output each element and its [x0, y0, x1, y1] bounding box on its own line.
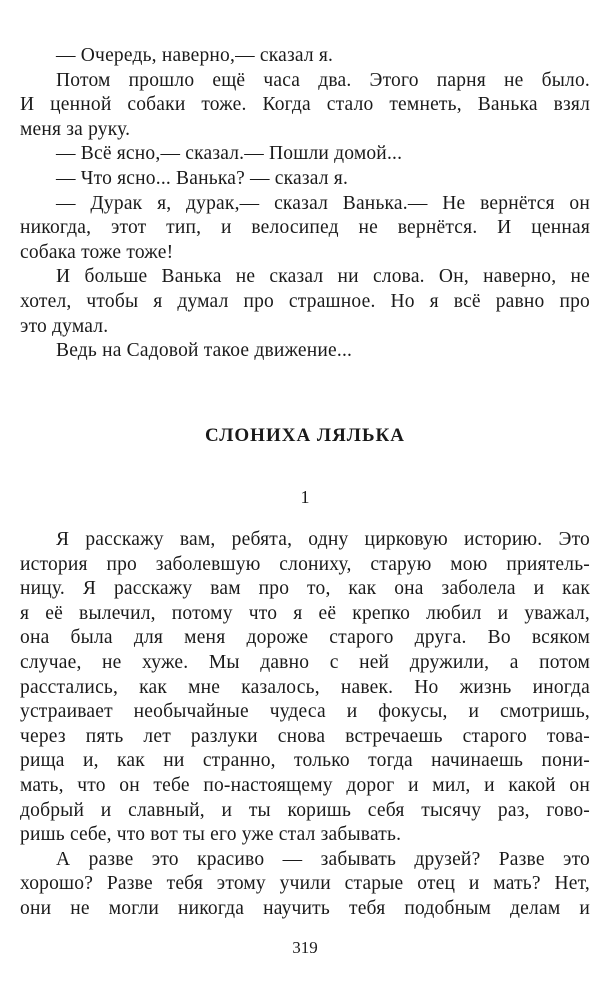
text-line: И ценной собаки тоже. Когда стало темнеть, Ванька взял — [20, 94, 590, 116]
text-line: они не могли никогда научить тебя подобным делам и — [20, 898, 590, 919]
text-line: история про заболевшую слониху, старую мою приятель- — [20, 553, 590, 575]
text-line: ницу. Я расскажу вам про то, как она заболела и как — [20, 578, 590, 600]
text-line: она была для меня дороже старого друга. Во всяком — [20, 627, 590, 649]
text-line: А разве это красиво — забывать друзей? Разве это — [56, 848, 590, 870]
chapter-title: СЛОНИХА ЛЯЛЬКА — [204, 425, 406, 446]
text-line: Ведь на Садовой такое движение... — [56, 340, 353, 362]
text-line: это думал. — [20, 315, 109, 337]
text-line: Потом прошло ещё часа два. Этого парня не было. — [56, 69, 590, 91]
text-line: — Очередь, наверно,— сказал я. — [56, 45, 334, 66]
text-line: собака тоже тоже! — [20, 241, 174, 263]
page-number: 319 — [292, 938, 318, 957]
text-line: хотел, чтобы я думал про страшное. Но я всё равно про — [20, 291, 590, 312]
text-line: расстались, как мне казалось, навек. Но жизнь иногда — [20, 676, 590, 698]
text-line: мать, что он тебе по-настоящему дорог и мил, и какой он — [20, 775, 590, 796]
text-line: случае, не хуже. Мы давно с ней дружили, а потом — [20, 652, 590, 673]
text-line: рища и, как ни странно, только тогда начинаешь пони- — [20, 750, 590, 772]
chapter-number: 1 — [300, 487, 310, 507]
text-line: Я расскажу вам, ребята, одну цирковую историю. Это — [56, 529, 590, 550]
text-line: меня за руку. — [20, 118, 131, 140]
text-line: — Что ясно... Ванька? — сказал я. — [56, 168, 349, 189]
text-line: никогда, этот тип, и велосипед не вернётся. И ценная — [20, 217, 590, 239]
text-line: — Всё ясно,— сказал.— Пошли домой... — [56, 143, 403, 165]
text-line: через пять лет разлуки снова встречаешь старого това- — [20, 725, 590, 747]
text-line: я её вылечил, потому что я её крепко любил и уважал, — [20, 602, 590, 624]
text-line: устраивает необычайные чудеса и фокусы, и смотришь, — [20, 701, 590, 723]
text-line: добрый и славный, и ты коришь себя тысячу раз, гово- — [20, 799, 590, 821]
text-line: ришь себе, что вот ты его уже стал забывать. — [20, 824, 402, 846]
text-line: хорошо? Разве тебя этому учили старые отец и мать? Нет, — [20, 873, 590, 895]
text-line: И больше Ванька не сказал ни слова. Он, наверно, не — [56, 266, 590, 288]
text-line: — Дурак я, дурак,— сказал Ванька.— Не вернётся он — [56, 192, 590, 214]
